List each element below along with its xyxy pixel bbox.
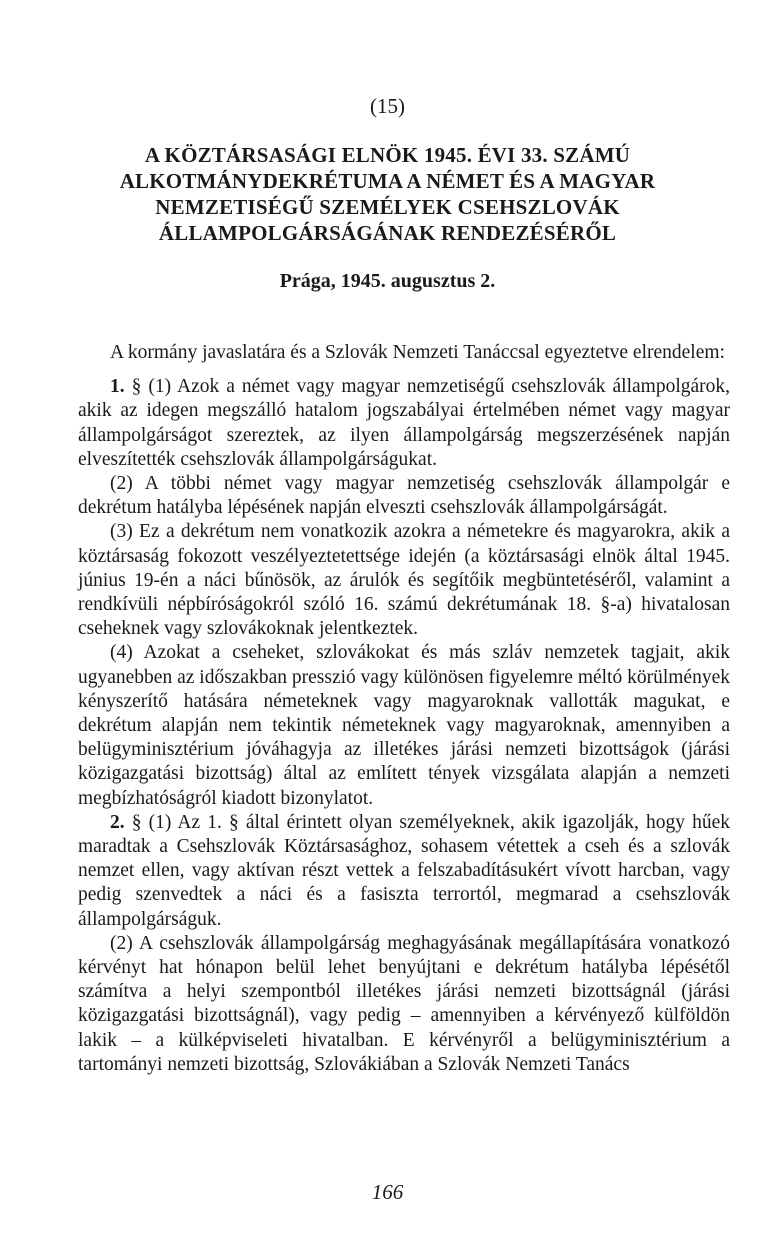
paragraph-text: (3) Ez a dekrétum nem vonatkozik azokra a németekre és magyarokra, akik a köztársaság fokozott veszélyeztetettsége idején (a köztársasági elnök által 1945. június 19-én a náci bűnösök, az árulók és segítőik megbüntetéséről, valamint a rendkívüli népbíróságokról szóló 16. számú dekrétumának 18. §-a) hivatalosan cseheknek vagy szlovákoknak jelentkeztek. xyxy=(78,521,730,640)
title-line: ALKOTMÁNYDEKRÉTUMA A NÉMET ÉS A MAGYAR xyxy=(119,169,656,193)
body-text xyxy=(78,341,730,1077)
title-line: ÁLLAMPOLGÁRSÁGÁNAK RENDEZÉSÉRŐL xyxy=(158,221,617,245)
paragraph xyxy=(78,472,730,520)
document-number: (15) xyxy=(370,94,405,118)
paragraph-text: § (1) Az 1. § által érintett olyan személyeknek, akik igazolják, hogy hűek maradtak a Csehszlovák Köztársasághoz, sohasem vétettek a cseh és a szlovák nemzet ellen, vagy aktívan részt vettek a felszabadításukért vívott harcban, vagy pedig szenvedtek a náci és a fasiszta terrortól, megmarad a csehszlovák állampolgárságuk. xyxy=(78,811,731,930)
paragraph xyxy=(78,641,730,810)
place-date: Prága, 1945. augusztus 2. xyxy=(279,270,496,292)
paragraph-text: (2) A többi német vagy magyar nemzetiség csehszlovák állampolgár e dekrétum hatályba lépésének napján elveszti csehszlovák állampolgárságát. xyxy=(78,473,730,519)
section-number: 1. xyxy=(110,376,125,398)
paragraph xyxy=(78,932,730,1077)
paragraph xyxy=(78,520,730,641)
document-title xyxy=(0,142,775,246)
paragraph xyxy=(78,375,730,472)
title-line: NEMZETISÉGŰ SZEMÉLYEK CSEHSZLOVÁK xyxy=(155,195,620,219)
paragraph-text: (4) Azokat a cseheket, szlovákokat és más szláv nemzetek tagjait, akik ugyanebben az időszakban presszió vagy különösen figyelemre méltó körülmények kényszerítő hatására németeknek vagy magyaroknak vallották magukat, e dekrétum alapján nem tekintik németeknek vagy magyaroknak, amennyiben a belügyminisztérium jóváhagyja az illetékes járási nemzeti bizottságok (járási közigazgatási bizottság) által az említett tények vizsgálata alapján a nemzeti megbízhatóságról kiadott bizonylatot. xyxy=(78,642,730,809)
title-line: A KÖZTÁRSASÁGI ELNÖK 1945. ÉVI 33. SZÁMÚ xyxy=(144,143,631,167)
section-number: 2. xyxy=(110,811,125,833)
page-number: 166 xyxy=(371,1180,404,1204)
intro-paragraph: A kormány javaslatára és a Szlovák Nemzeti Tanáccsal egyeztetve elrendelem: xyxy=(110,342,725,363)
paragraph xyxy=(78,811,730,932)
paragraph-text: (2) A csehszlovák állampolgárság meghagyásának megállapítására vonatkozó kérvényt hat hónapon belül lehet benyújtani e dekrétum hatályba lépésétől számítva a helyi szempontból illetékes járási nemzeti bizottságnál (járási közigazgatási bizottságnál), vagy pedig – amennyiben a kérvényező külföldön lakik – a külképviseleti hivatalban. E kérvényről a belügyminisztérium a tartományi nemzeti bizottság, Szlovákiában a Szlovák Nemzeti Tanács xyxy=(78,932,730,1075)
paragraph-text: § (1) Azok a német vagy magyar nemzetiségű csehszlovák állampolgárok, akik az idegen megszálló hatalom jogszabályai értelmében német vagy magyar állampolgárságot szereztek, az ilyen állampolgárság megszerzésének napján elveszítették csehszlovák állampolgárságukat. xyxy=(78,376,731,470)
